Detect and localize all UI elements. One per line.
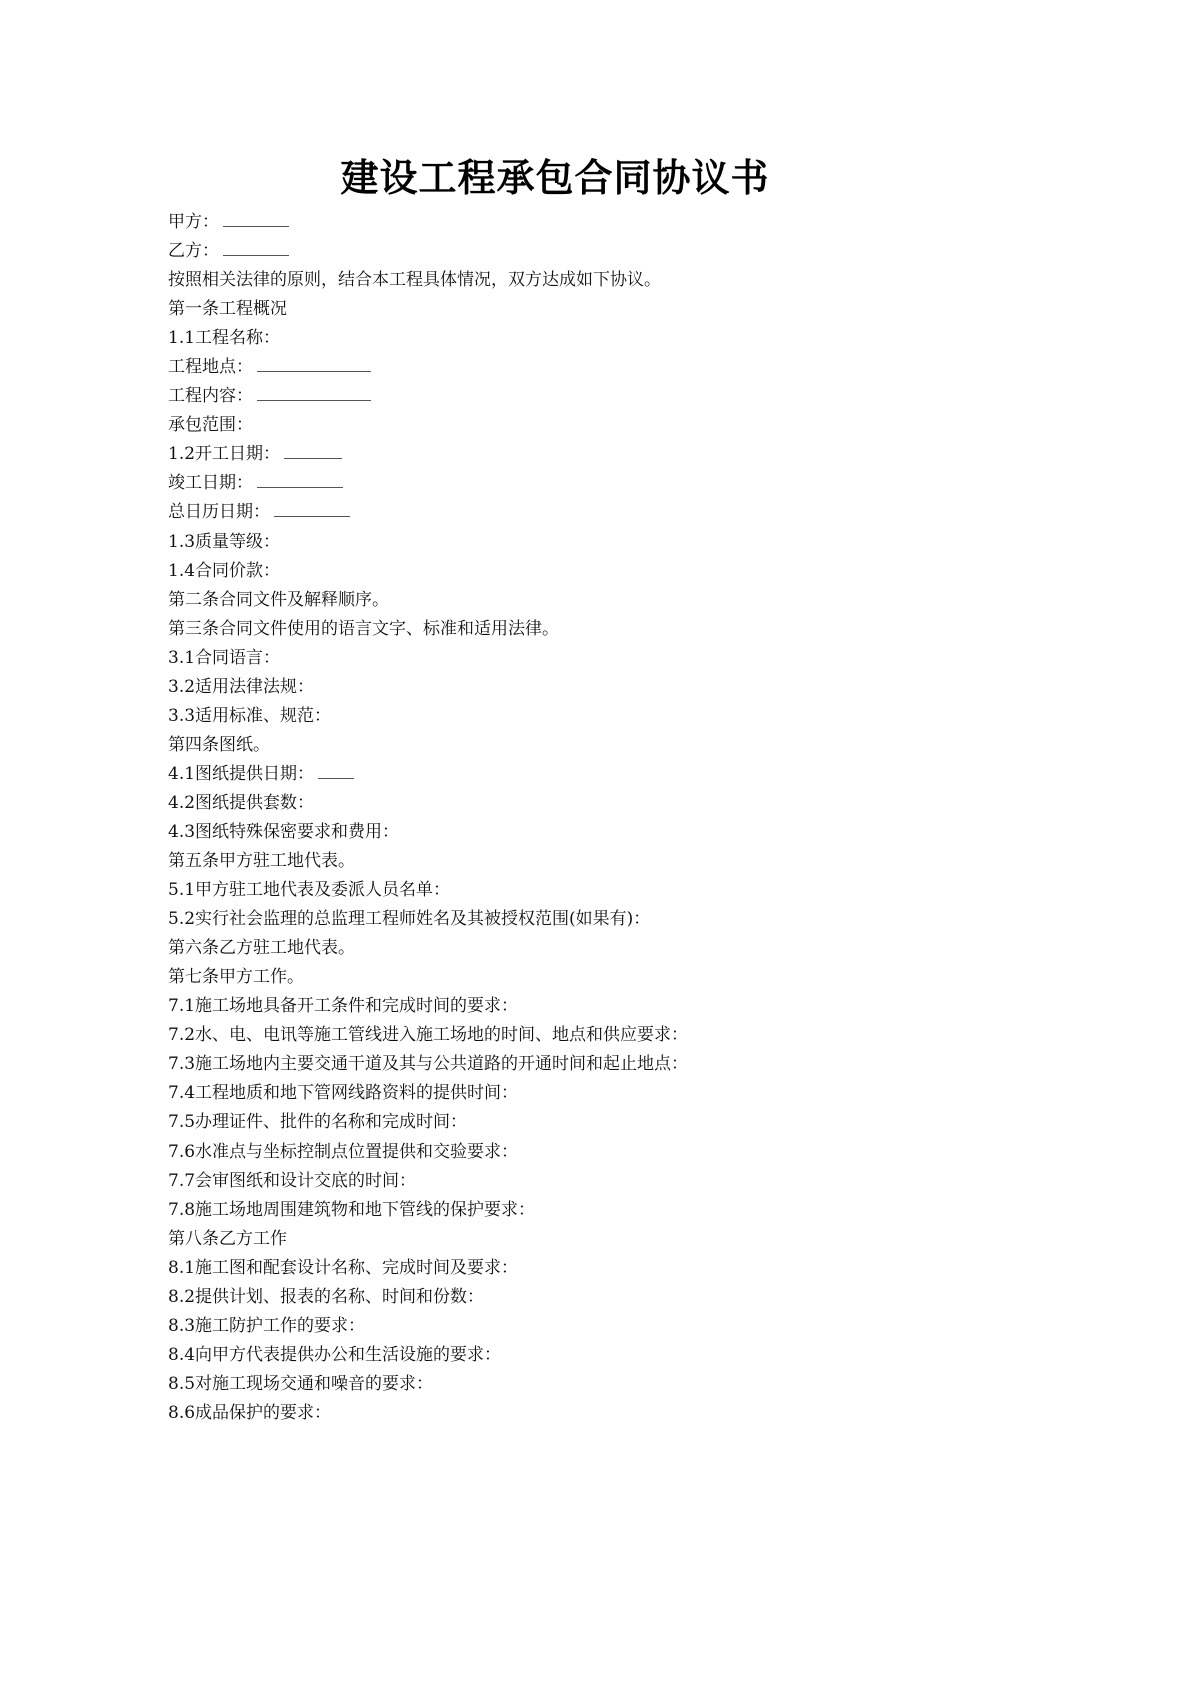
document-line — [168, 847, 928, 876]
line-text: 1.3质量等级： — [168, 531, 281, 552]
line-text: 3.2适用法律法规： — [168, 676, 315, 697]
document-line — [168, 673, 928, 702]
document-line — [168, 1370, 928, 1399]
line-text: 4.2图纸提供套数： — [168, 792, 315, 813]
line-text: 4.1图纸提供日期： — [168, 763, 315, 784]
document-line — [168, 353, 928, 382]
document-line — [168, 934, 928, 963]
document-line — [168, 469, 928, 498]
line-text: 7.7会审图纸和设计交底的时间： — [168, 1170, 417, 1191]
fill-in-blank — [257, 471, 343, 488]
line-text: 承包范围： — [168, 415, 253, 436]
line-text: 7.3施工场地内主要交通干道及其与公共道路的开通时间和起止地点： — [168, 1054, 689, 1075]
document-line — [168, 1138, 928, 1167]
document-line — [168, 1254, 928, 1283]
line-text: 按照相关法律的原则，结合本工程具体情况，双方达成如下协议。 — [168, 270, 661, 291]
document-title: 建设工程承包合同协议书 — [340, 155, 770, 200]
line-text: 第五条甲方驻工地代表。 — [168, 851, 355, 872]
document-line — [168, 1167, 928, 1196]
line-text: 3.1合同语言： — [168, 647, 281, 668]
document-line — [168, 528, 928, 557]
line-text: 7.1施工场地具备开工条件和完成时间的要求： — [168, 996, 519, 1017]
line-text: 1.4合同价款： — [168, 560, 281, 581]
document-line — [168, 1079, 928, 1108]
fill-in-blank — [223, 239, 289, 256]
line-text: 第七条甲方工作。 — [168, 967, 304, 988]
document-line — [168, 876, 928, 905]
line-text: 8.6成品保护的要求： — [168, 1402, 332, 1423]
document-line — [168, 324, 928, 353]
document-line — [168, 498, 928, 527]
document-line — [168, 1283, 928, 1312]
document-line — [168, 905, 928, 934]
document-line — [168, 208, 928, 237]
line-text: 5.2实行社会监理的总监理工程师姓名及其被授权范围(如果有)： — [168, 909, 651, 930]
line-text: 8.4向甲方代表提供办公和生活设施的要求： — [168, 1344, 502, 1365]
document-line — [168, 644, 928, 673]
document-line — [168, 440, 928, 469]
fill-in-blank — [257, 384, 371, 401]
line-text: 7.2水、电、电讯等施工管线进入施工场地的时间、地点和供应要求： — [168, 1025, 689, 1046]
line-text: 8.3施工防护工作的要求： — [168, 1315, 366, 1336]
line-text: 1.1工程名称： — [168, 328, 281, 349]
line-text: 竣工日期： — [168, 473, 253, 494]
document-line — [168, 760, 928, 789]
document-line — [168, 1399, 928, 1428]
line-text: 8.2提供计划、报表的名称、时间和份数： — [168, 1286, 485, 1307]
document-line — [168, 1108, 928, 1137]
line-text: 工程地点： — [168, 357, 253, 378]
line-text: 7.8施工场地周围建筑物和地下管线的保护要求： — [168, 1199, 536, 1220]
fill-in-blank — [284, 442, 342, 459]
line-text: 第二条合同文件及解释顺序。 — [168, 589, 389, 610]
document-body — [168, 208, 928, 1428]
document-line — [168, 963, 928, 992]
line-text: 工程内容： — [168, 386, 253, 407]
line-text: 7.6水准点与坐标控制点位置提供和交验要求： — [168, 1141, 519, 1162]
document-line — [168, 1312, 928, 1341]
line-text: 1.2开工日期： — [168, 444, 281, 465]
line-text: 第四条图纸。 — [168, 734, 270, 755]
line-text: 总日历日期： — [168, 502, 270, 523]
fill-in-blank — [257, 355, 371, 372]
document-line — [168, 731, 928, 760]
line-text: 7.5办理证件、批件的名称和完成时间： — [168, 1112, 468, 1133]
fill-in-blank — [318, 762, 354, 779]
line-text: 第一条工程概况 — [168, 299, 287, 320]
document-line — [168, 411, 928, 440]
line-text: 第三条合同文件使用的语言文字、标准和适用法律。 — [168, 618, 559, 639]
line-text: 第八条乙方工作 — [168, 1228, 287, 1249]
document-line — [168, 382, 928, 411]
document-line — [168, 702, 928, 731]
line-text: 乙方： — [168, 241, 219, 262]
document-line — [168, 557, 928, 586]
fill-in-blank — [223, 210, 289, 227]
document-line — [168, 1050, 928, 1079]
line-text: 5.1甲方驻工地代表及委派人员名单： — [168, 880, 451, 901]
document-line — [168, 1196, 928, 1225]
fill-in-blank — [274, 500, 350, 517]
line-text: 甲方： — [168, 212, 219, 232]
document-line — [168, 266, 928, 295]
document-line — [168, 789, 928, 818]
document-line — [168, 615, 928, 644]
line-text: 8.1施工图和配套设计名称、完成时间及要求： — [168, 1257, 519, 1278]
document-line — [168, 1341, 928, 1370]
line-text: 3.3适用标准、规范： — [168, 705, 332, 726]
document-line — [168, 295, 928, 324]
document-line — [168, 1225, 928, 1254]
line-text: 7.4工程地质和地下管网线路资料的提供时间： — [168, 1083, 519, 1104]
line-text: 4.3图纸特殊保密要求和费用： — [168, 821, 400, 842]
document-line — [168, 992, 928, 1021]
line-text: 第六条乙方驻工地代表。 — [168, 938, 355, 959]
line-text: 8.5对施工现场交通和噪音的要求： — [168, 1373, 434, 1394]
document-line — [168, 1021, 928, 1050]
document-line — [168, 586, 928, 615]
document-line — [168, 237, 928, 266]
document-line — [168, 818, 928, 847]
